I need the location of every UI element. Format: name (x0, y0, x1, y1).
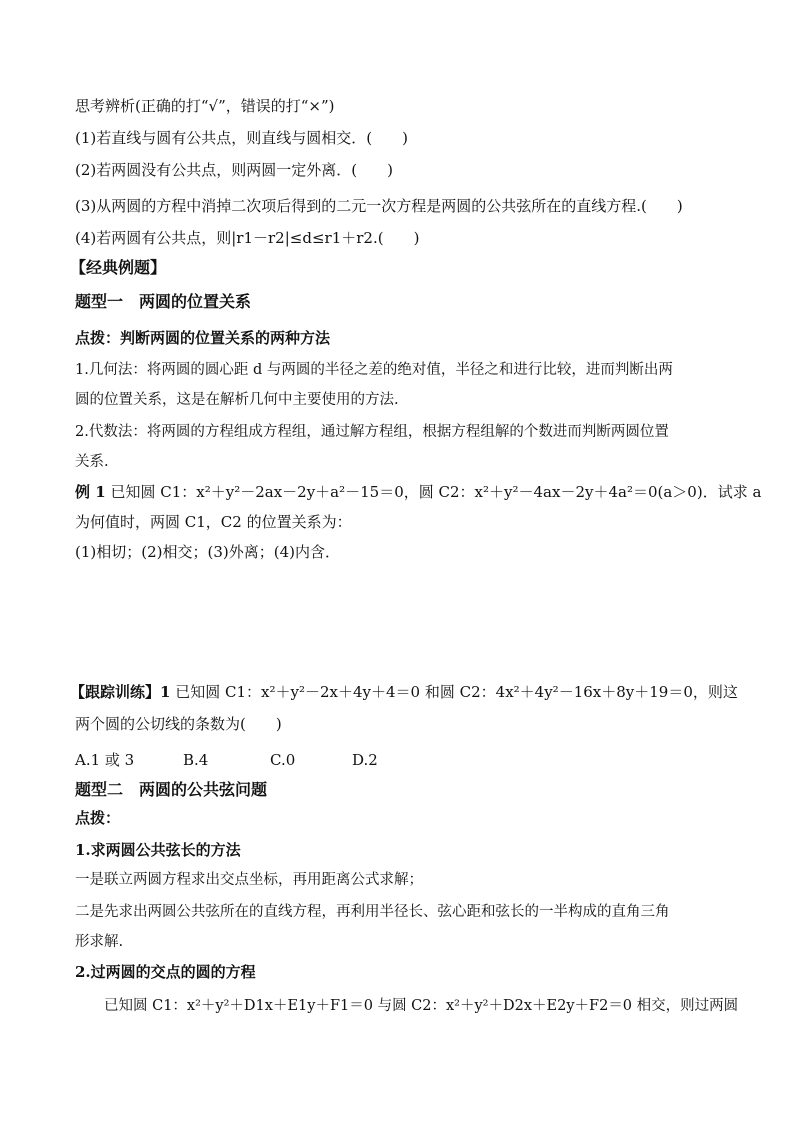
think-item-2: (2)若两圆没有公共点，则两圆一定外离．( ) (75, 161, 393, 179)
type2-sub2-title: 2.过两圆的交点的圆的方程 (75, 963, 256, 981)
option-b: B.4 (183, 751, 209, 769)
example-1-text: 已知圆 C1：x²＋y²－2ax－2y＋a²－15＝0，圆 C2：x²＋y²－4ax－2y＋4a²＝0(a＞0)．试求 a (110, 483, 762, 501)
type2-sub1-line-2: 二是先求出两圆公共弦所在的直线方程，再利用半径长、弦心距和弦长的一半构成的直角三角 (75, 904, 670, 920)
type1-title: 题型一 两圆的位置关系 (75, 292, 252, 311)
training-label: 【跟踪训练】1 (70, 683, 171, 701)
type2-sub1-title: 1.求两圆公共弦长的方法 (75, 841, 241, 859)
training-line-2: 两个圆的公切线的条数为( ) (75, 715, 282, 733)
training-line-1 (70, 682, 738, 702)
example-1-line-1 (75, 482, 761, 502)
type2-title: 题型二 两圆的公共弦问题 (75, 780, 268, 799)
think-item-4: (4)若两圆有公共点，则|r1－r2|≤d≤r1＋r2.( ) (75, 229, 420, 247)
type2-sub2-line: 已知圆 C1：x²＋y²＋D1x＋E1y＋F1＝0 与圆 C2：x²＋y²＋D2x＋E2y＋F2＝0 相交，则过两圆 (104, 998, 739, 1014)
type1-tip-title: 点拨：判断两圆的位置关系的两种方法 (75, 329, 331, 347)
type2-sub1-line-1: 一是联立两圆方程求出交点坐标，再用距离公式求解； (75, 872, 423, 888)
training-text: 已知圆 C1：x²＋y²－2x＋4y＋4＝0 和圆 C2：4x²＋4y²－16x＋8y＋19＝0，则这 (175, 683, 738, 701)
option-a: A.1 或 3 (75, 751, 135, 769)
example-1-line-2: 为何值时，两圆 C1，C2 的位置关系为： (75, 513, 352, 531)
type1-tip-line-4: 关系. (75, 454, 109, 470)
type1-tip-line-2: 圆的位置关系，这是在解析几何中主要使用的方法. (75, 392, 399, 408)
type2-sub1-line-3: 形求解. (75, 934, 124, 950)
example-1-line-3: (1)相切；(2)相交；(3)外离；(4)内含． (75, 543, 340, 561)
classic-heading: 【经典例题】 (70, 258, 167, 277)
think-item-1: (1)若直线与圆有公共点，则直线与圆相交．( ) (75, 129, 408, 147)
example-1-label: 例 1 (75, 483, 106, 501)
option-d: D.2 (352, 751, 378, 769)
type1-tip-line-1: 1.几何法：将两圆的圆心距 d 与两圆的半径之差的绝对值，半径之和进行比较，进而判断出两 (75, 362, 673, 378)
option-c: C.0 (270, 751, 296, 769)
think-item-3: (3)从两圆的方程中消掉二次项后得到的二元一次方程是两圆的公共弦所在的直线方程.( ) (75, 197, 683, 215)
think-title: 思考辨析(正确的打“√”，错误的打“×”) (75, 97, 335, 115)
type1-tip-line-3: 2.代数法：将两圆的方程组成方程组，通过解方程组，根据方程组解的个数进而判断两圆位置 (75, 424, 669, 440)
type2-tip-title: 点拨： (75, 809, 121, 827)
